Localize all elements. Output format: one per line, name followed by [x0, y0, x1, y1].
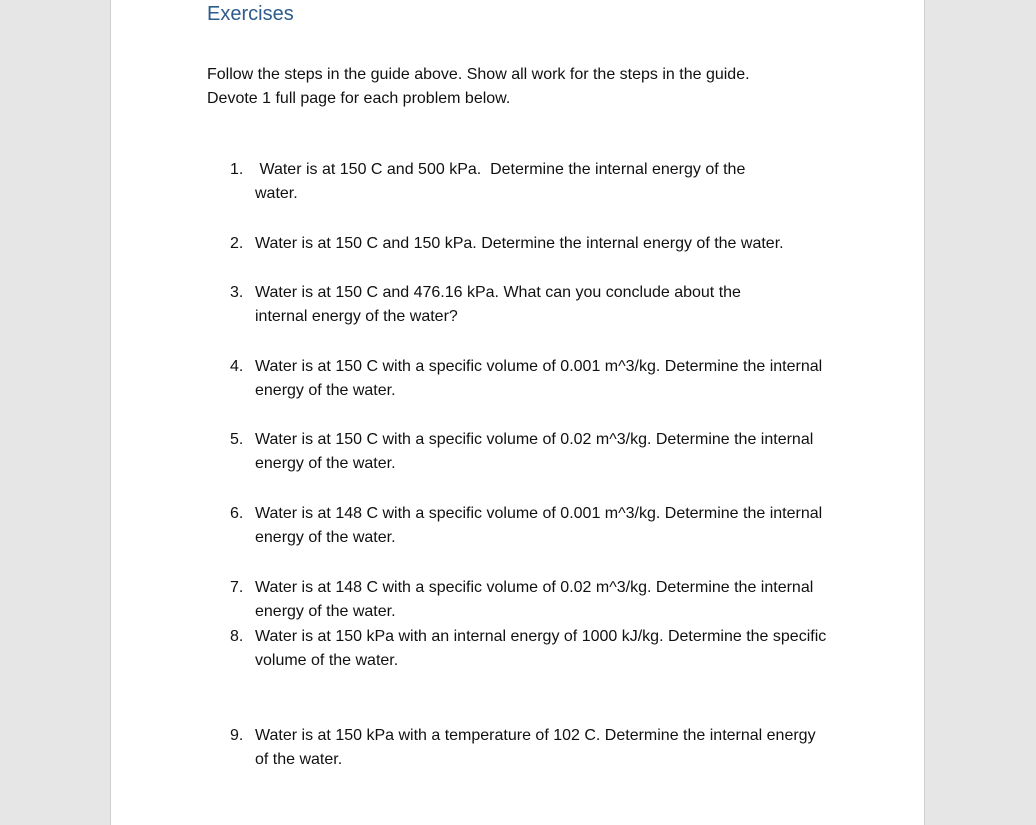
problem-8: [230, 625, 830, 673]
intro-line-2: Devote 1 full page for each problem below.: [207, 90, 511, 107]
problem-text: Water is at 150 C with a specific volume of 0.001 m^3/kg. Determine the internal energy of the water.: [255, 358, 823, 399]
problem-text: Water is at 150 kPa with an internal energy of 1000 kJ/kg. Determine the specific volume of the water.: [255, 628, 827, 669]
problem-3: [230, 281, 790, 329]
problem-text: Water is at 150 C with a specific volume of 0.02 m^3/kg. Determine the internal energy of the water.: [255, 431, 814, 472]
section-heading: Exercises: [207, 3, 294, 25]
document-page: [110, 0, 925, 825]
problem-text: Water is at 150 C and 150 kPa. Determine the internal energy of the water.: [255, 235, 784, 252]
intro-paragraph: [207, 63, 847, 111]
problem-number: 3.: [230, 284, 244, 301]
problem-number: 4.: [230, 358, 244, 375]
problem-text: Water is at 148 C with a specific volume of 0.001 m^3/kg. Determine the internal energy of the water.: [255, 505, 823, 546]
problem-number: 5.: [230, 431, 244, 448]
problem-6: [230, 502, 830, 550]
problem-2: [230, 232, 870, 256]
intro-line-1: Follow the steps in the guide above. Show all work for the steps in the guide.: [207, 66, 750, 83]
problem-number: 8.: [230, 628, 244, 645]
problem-text: Water is at 150 kPa with a temperature of 102 C. Determine the internal energy of the water.: [255, 727, 816, 768]
problem-number: 2.: [230, 235, 244, 252]
problem-7: [230, 576, 830, 624]
problem-number: 7.: [230, 579, 244, 596]
problem-text: Water is at 148 C with a specific volume of 0.02 m^3/kg. Determine the internal energy of the water.: [255, 579, 814, 620]
problem-number: 9.: [230, 727, 244, 744]
problem-text: Water is at 150 C and 500 kPa. Determine the internal energy of the water.: [255, 161, 750, 202]
problem-9: [230, 724, 830, 772]
problem-text: Water is at 150 C and 476.16 kPa. What can you conclude about the internal energy of the water?: [255, 284, 741, 325]
problem-4: [230, 355, 830, 403]
problem-number: 6.: [230, 505, 244, 522]
problem-number: 1.: [230, 161, 244, 178]
problem-5: [230, 428, 830, 476]
problem-1: [230, 158, 790, 206]
